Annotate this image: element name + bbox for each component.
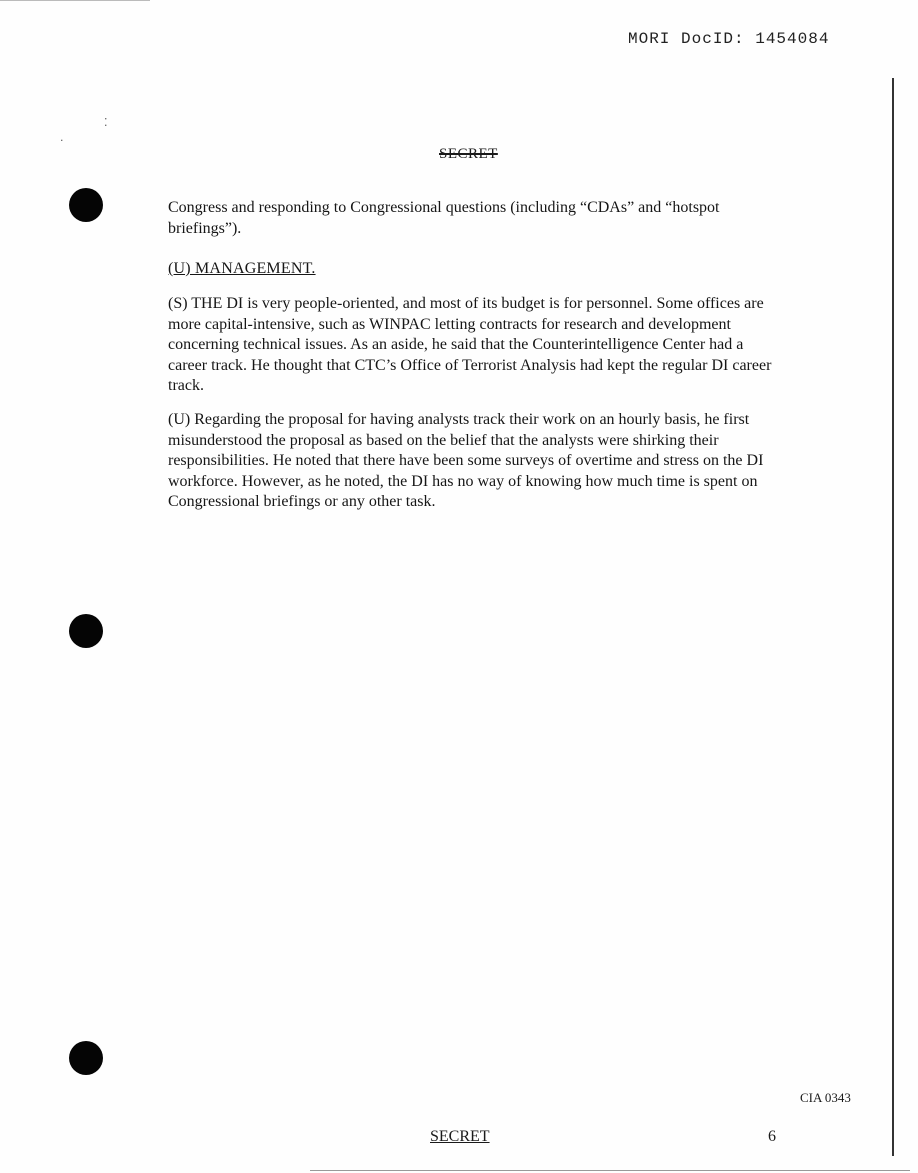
scan-speck: ⁚ xyxy=(104,116,108,129)
budget-paragraph: (S) THE DI is very people-oriented, and most of its budget is for personnel. Some offices are more capital-intensive, such as WINPAC letting contracts for research and development concerning technical issues. As an aside, he said that the Counterintelligence Center had a career track. He thought that CTC’s Office of Terrorist Analysis had kept the regular DI career track. xyxy=(168,295,772,395)
scan-speck: · xyxy=(60,134,64,147)
punch-hole-middle xyxy=(69,614,103,648)
page-number: 6 xyxy=(768,1128,776,1145)
classification-marking-top: SECRET xyxy=(439,146,498,162)
scan-bottom-edge xyxy=(310,1170,910,1171)
classification-marking-bottom: SECRET xyxy=(430,1128,490,1145)
section-heading: (U) MANAGEMENT. xyxy=(168,260,316,277)
scan-top-edge xyxy=(0,0,150,1)
cia-document-number: CIA 0343 xyxy=(800,1090,851,1105)
proposal-paragraph: (U) Regarding the proposal for having analysts track their work on an hourly basis, he first misunderstood the proposal as based on the belief that the analysts were shirking their responsibilities. He noted that there have been some surveys of overtime and stress on the DI workforce. However, as he noted, the DI has no way of knowing how much time is spent on Congressional briefings or any other task. xyxy=(168,411,764,511)
punch-hole-bottom xyxy=(69,1041,103,1075)
scan-right-edge xyxy=(892,78,894,1156)
punch-hole-top xyxy=(69,188,103,222)
mori-doc-id: MORI DocID: 1454084 xyxy=(628,30,830,48)
continuation-paragraph: Congress and responding to Congressional questions (including “CDAs” and “hotspot briefings”). xyxy=(168,199,720,237)
